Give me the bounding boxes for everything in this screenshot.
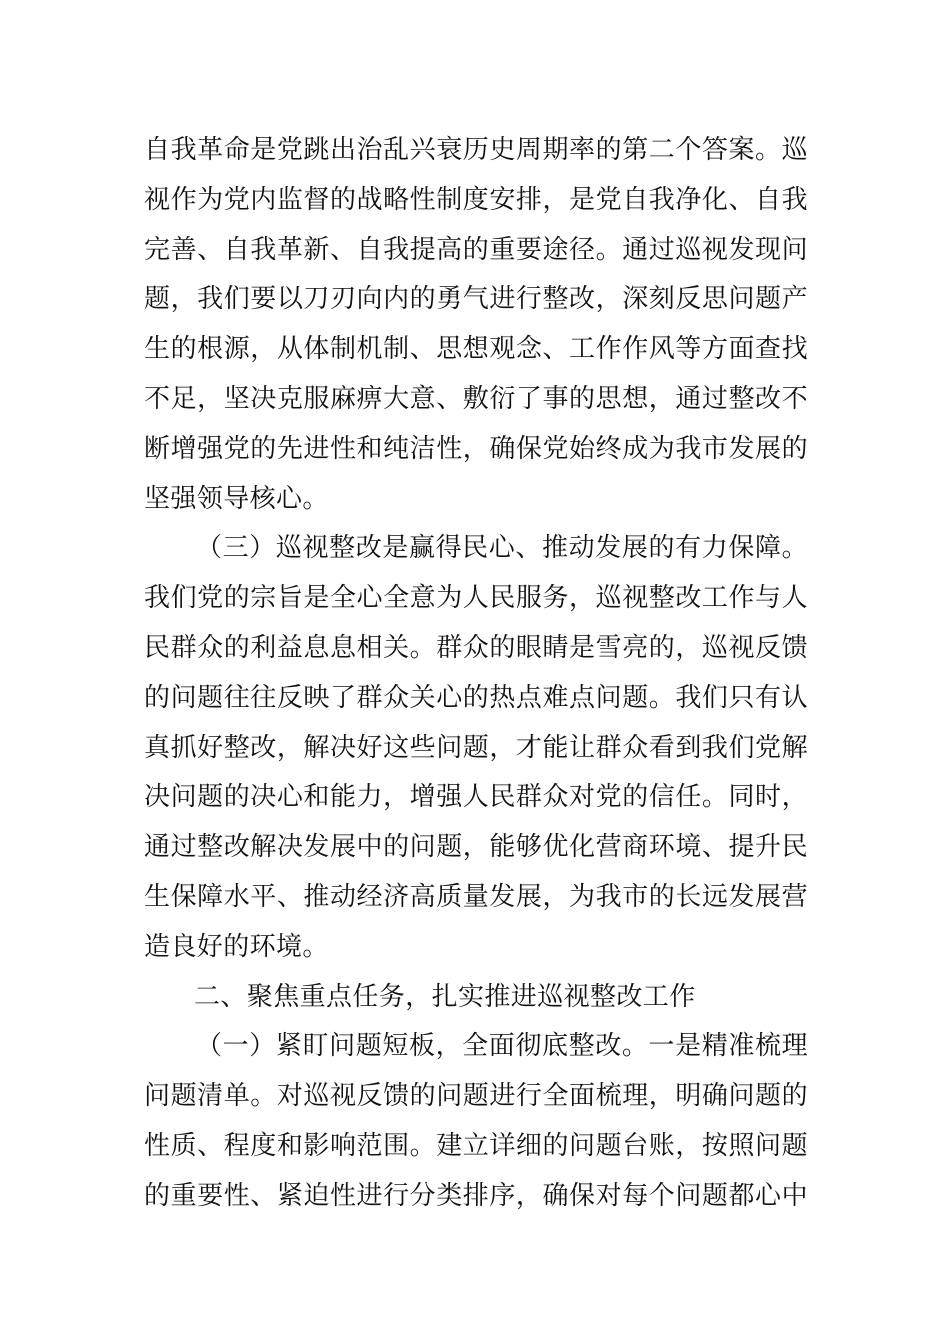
text-line: 我们党的宗旨是全心全意为人民服务，巡视整改工作与人 bbox=[144, 583, 808, 614]
text-line: 断增强党的先进性和纯洁性，确保党始终成为我市发展的 bbox=[144, 433, 808, 464]
text-line: 民群众的利益息息相关。群众的眼睛是雪亮的，巡视反馈 bbox=[144, 632, 808, 663]
text-line: 坚强领导核心。 bbox=[144, 483, 329, 514]
text-line: 的重要性、紧迫性进行分类排序，确保对每个问题都心中 bbox=[144, 1180, 808, 1211]
text-line: 通过整改解决发展中的问题，能够优化营商环境、提升民 bbox=[144, 832, 808, 863]
text-line: 不足，坚决克服麻痹大意、敷衍了事的思想，通过整改不 bbox=[144, 383, 808, 414]
text-line: 生的根源，从体制机制、思想观念、工作作风等方面查找 bbox=[144, 334, 808, 365]
text-line: 视作为党内监督的战略性制度安排，是党自我净化、自我 bbox=[144, 184, 808, 215]
section-heading: 二、聚焦重点任务，扎实推进巡视整改工作 bbox=[194, 981, 696, 1012]
text-line: 题，我们要以刀刃向内的勇气进行整改，深刻反思问题产 bbox=[144, 284, 808, 315]
text-line: 造良好的环境。 bbox=[144, 931, 329, 962]
text-line: 真抓好整改，解决好这些问题，才能让群众看到我们党解 bbox=[144, 732, 808, 763]
text-line: 的问题往往反映了群众关心的热点难点问题。我们只有认 bbox=[144, 682, 808, 713]
section-subheading: （三）巡视整改是赢得民心、推动发展的有力保障。 bbox=[196, 533, 808, 564]
text-line: 自我革命是党跳出治乱兴衰历史周期率的第二个答案。巡 bbox=[144, 135, 808, 165]
text-line: 问题清单。对巡视反馈的问题进行全面梳理，明确问题的 bbox=[144, 1081, 808, 1112]
text-line: 生保障水平、推动经济高质量发展，为我市的长远发展营 bbox=[144, 881, 808, 912]
text-line: 完善、自我革新、自我提高的重要途径。通过巡视发现问 bbox=[144, 234, 808, 265]
document-body bbox=[144, 126, 808, 1222]
text-line: 性质、程度和影响范围。建立详细的问题台账，按照问题 bbox=[144, 1130, 808, 1161]
text-line: （一）紧盯问题短板，全面彻底整改。一是精准梳理 bbox=[196, 1031, 808, 1062]
text-line: 决问题的决心和能力，增强人民群众对党的信任。同时， bbox=[144, 782, 808, 813]
